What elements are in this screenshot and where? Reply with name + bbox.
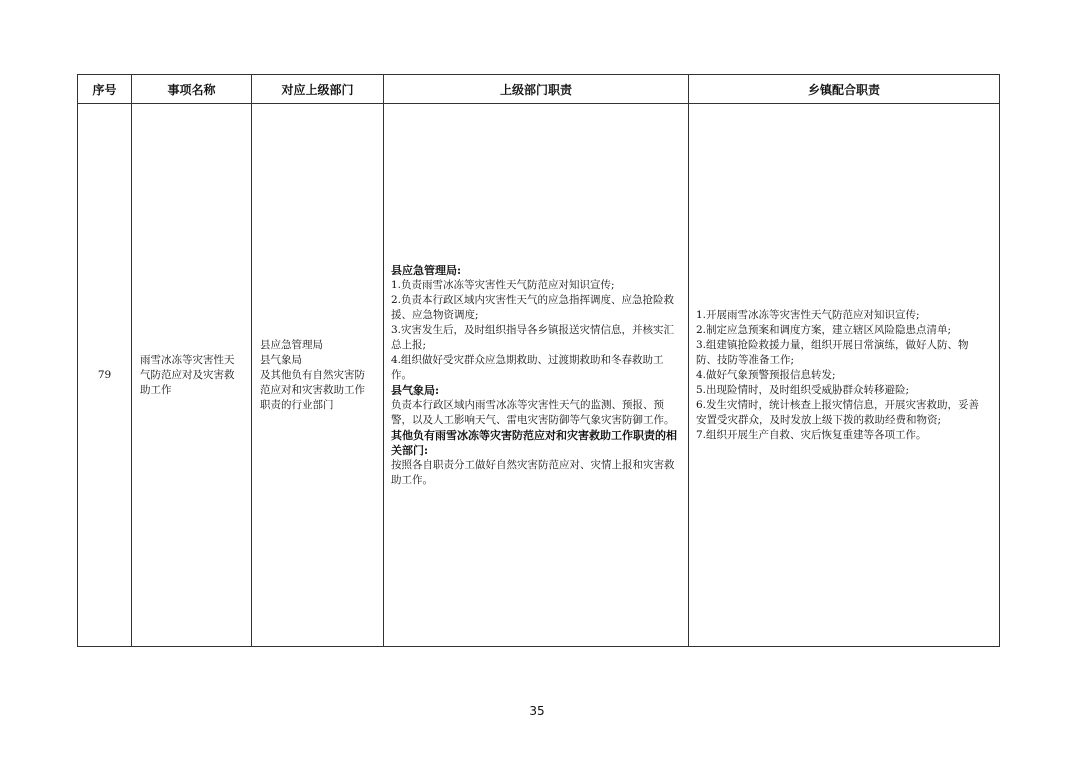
item-name: 雨雪冰冻等灾害性天气防范应对及灾害救助工作 — [132, 104, 252, 647]
duty-line: 1.负责雨雪冰冻等灾害性天气防范应对知识宣传; — [391, 278, 615, 291]
duty-block-emergency — [391, 263, 682, 383]
duty-heading: 县应急管理局: — [391, 263, 462, 277]
header-number: 序号 — [78, 75, 132, 104]
duty-line: 4.组织做好受灾群众应急期救助、过渡期救助和冬春救助工作。 — [391, 353, 664, 381]
duty-line: 按照各自职责分工做好自然灾害防范应对、灾情上报和灾害救助工作。 — [391, 458, 675, 486]
header-superior-duties: 上级部门职责 — [384, 75, 689, 104]
township-duty-line: 6.发生灾情时，统计核查上报灾情信息，开展灾害救助，妥善安置受灾群众，及时发放上级下拨的救助经费和物资; — [696, 398, 980, 426]
township-duty-line: 4.做好气象预警预报信息转发; — [696, 368, 836, 381]
header-department: 对应上级部门 — [252, 75, 384, 104]
header-township-duties: 乡镇配合职责 — [689, 75, 1000, 104]
department-entry: 县气象局 — [260, 353, 302, 366]
duty-block-meteorology — [391, 383, 682, 428]
township-duty-line: 2.制定应急预案和调度方案，建立辖区风险隐患点清单; — [696, 323, 952, 336]
department-list — [252, 104, 384, 647]
page-number: 35 — [529, 704, 545, 718]
duty-heading: 其他负有雨雪冰冻等灾害防范应对和灾害救助工作职责的相关部门: — [391, 428, 677, 457]
table-header-row — [78, 75, 1000, 104]
superior-duties — [384, 104, 689, 647]
township-duty-line: 3.组建镇抢险救援力量，组织开展日常演练，做好人防、物防、技防等准备工作; — [696, 338, 969, 366]
duty-line: 负责本行政区域内雨雪冰冻等灾害性天气的监测、预报、预警，以及人工影响天气、雷电灾害防御等气象灾害防御工作。 — [391, 398, 675, 426]
township-duty-line: 5.出现险情时，及时组织受威胁群众转移避险; — [696, 383, 910, 396]
township-duties — [689, 104, 1000, 647]
header-item-name: 事项名称 — [132, 75, 252, 104]
township-duty-line: 1.开展雨雪冰冻等灾害性天气防范应对知识宣传; — [696, 308, 920, 321]
row-number: 79 — [78, 104, 132, 647]
department-entry: 县应急管理局 — [260, 338, 323, 351]
table-row — [78, 104, 1000, 647]
responsibility-table — [77, 74, 1000, 647]
duty-block-other — [391, 428, 682, 488]
duty-heading: 县气象局: — [391, 383, 440, 397]
duty-line: 2.负责本行政区域内灾害性天气的应急指挥调度、应急抢险救援、应急物资调度; — [391, 293, 675, 321]
duty-line: 3.灾害发生后，及时组织指导各乡镇报送灾情信息，并核实汇总上报; — [391, 323, 675, 351]
township-duty-line: 7.组织开展生产自救、灾后恢复重建等各项工作。 — [696, 428, 927, 441]
department-entry: 及其他负有自然灾害防范应对和灾害救助工作职责的行业部门 — [260, 368, 365, 411]
